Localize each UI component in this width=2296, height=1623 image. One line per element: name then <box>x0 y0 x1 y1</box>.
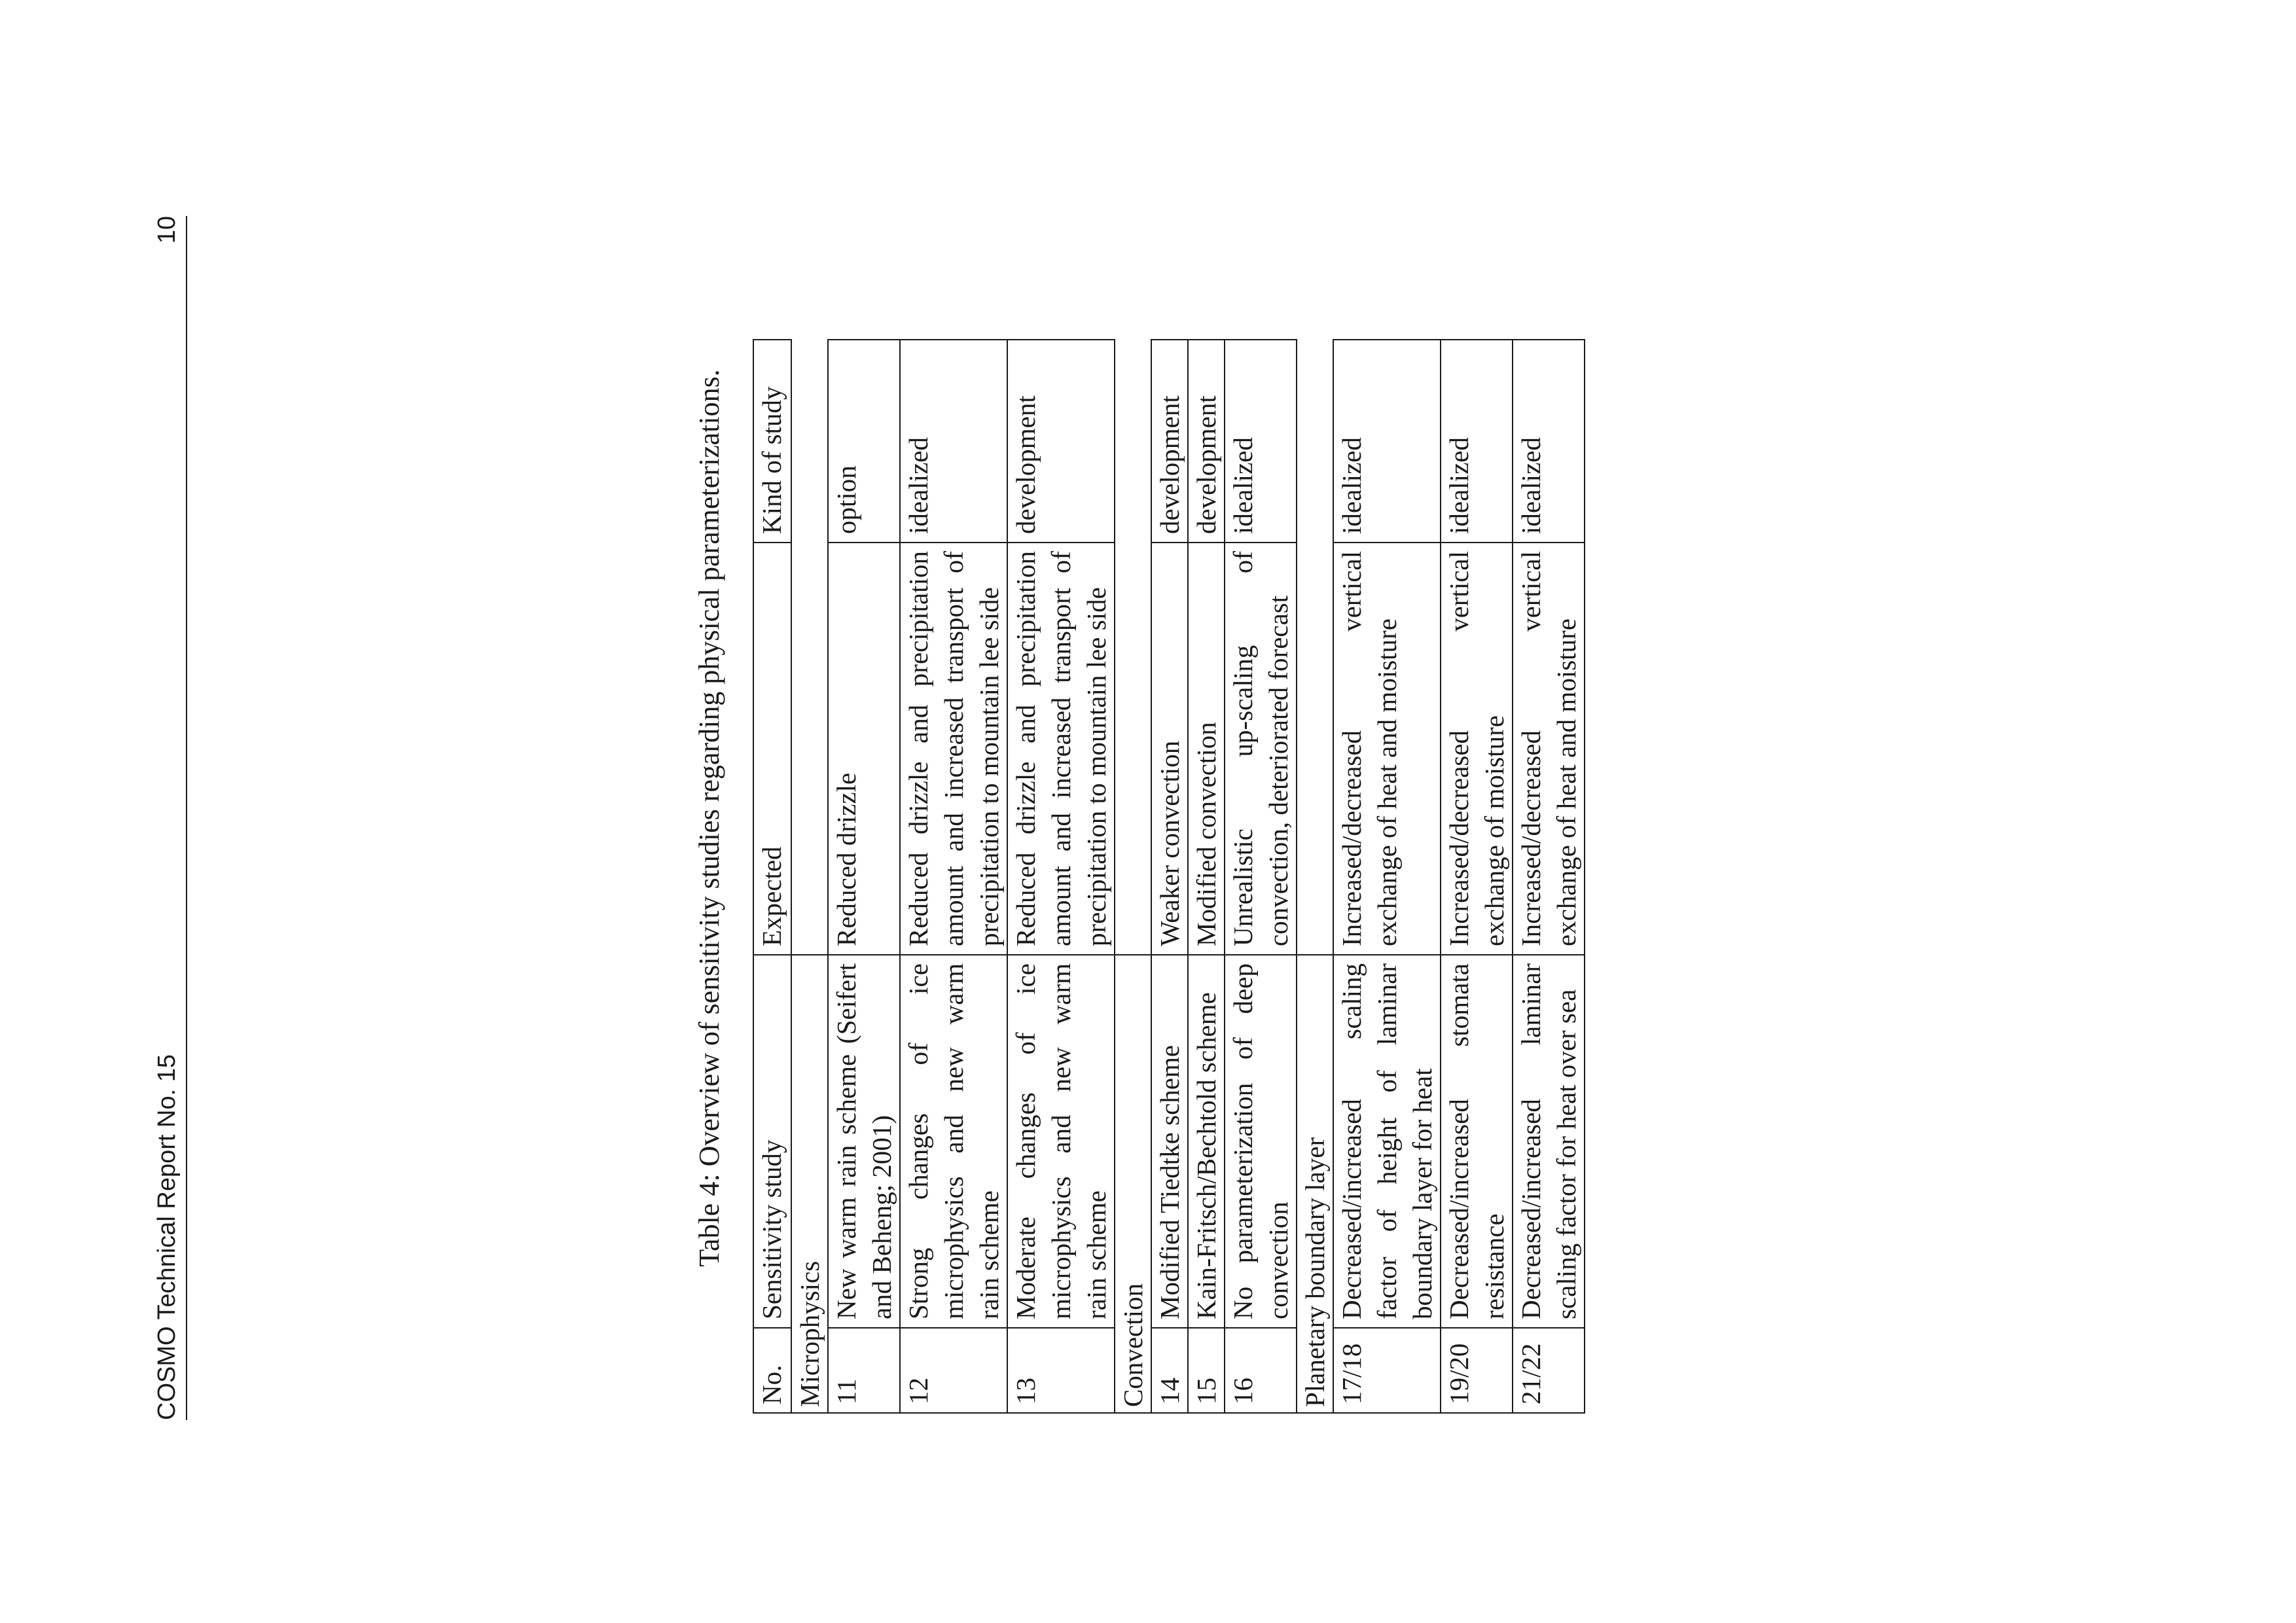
sensitivity-study: Decreased/increased stomata resistance <box>1441 955 1513 1328</box>
row-number: 17/18 <box>1333 1328 1441 1413</box>
page-content <box>681 216 1702 1420</box>
expected-result: Reduced drizzle and precipitation amount and increased transport of precipitation to mountain lee side <box>900 543 1007 955</box>
table-row <box>900 340 1007 1413</box>
column-header: No. <box>753 1328 791 1413</box>
table-row <box>1188 340 1225 1413</box>
column-header: Kind of study <box>753 340 791 543</box>
kind-of-study: idealized <box>1513 340 1585 543</box>
running-header <box>148 216 187 1420</box>
sensitivity-study: Decreased/increased scaling factor of height of laminar boundary layer for heat <box>1333 955 1441 1328</box>
kind-of-study: idealized <box>1225 340 1297 543</box>
row-number: 21/22 <box>1513 1328 1585 1413</box>
header-rule <box>186 216 187 1420</box>
row-number: 19/20 <box>1441 1328 1513 1413</box>
report-title: COSMO Technical Report No. 15 <box>153 1054 181 1420</box>
section-row-planetary-boundary-layer <box>1297 340 1333 1413</box>
kind-of-study: development <box>1188 340 1225 543</box>
table-row <box>828 340 900 1413</box>
table-row <box>1151 340 1188 1413</box>
sensitivity-study: New warm rain scheme (Seifert and Beheng; 2001) <box>828 955 900 1328</box>
sensitivity-study: Kain-Fritsch/Bechtold scheme <box>1188 955 1225 1328</box>
kind-of-study: idealized <box>900 340 1007 543</box>
column-header: Expected <box>753 543 791 955</box>
row-number: 14 <box>1151 1328 1188 1413</box>
column-header: Sensitivity study <box>753 955 791 1328</box>
section-title: Planetary boundary layer <box>1297 955 1333 1413</box>
table-row <box>1225 340 1297 1413</box>
expected-result: Increased/decreased vertical exchange of heat and moisture <box>1513 543 1585 955</box>
kind-of-study: idealized <box>1441 340 1513 543</box>
row-number: 15 <box>1188 1328 1225 1413</box>
expected-result: Increased/decreased vertical exchange of heat and moisture <box>1333 543 1441 955</box>
table-header-row <box>753 340 791 1413</box>
expected-result: Weaker convection <box>1151 543 1188 955</box>
sensitivity-study: No parameterization of deep convection <box>1225 955 1297 1328</box>
table-container <box>753 339 1585 1414</box>
row-number: 11 <box>828 1328 900 1413</box>
kind-of-study: development <box>1151 340 1188 543</box>
sensitivity-study: Moderate changes of ice microphysics and new warm rain scheme <box>1007 955 1115 1328</box>
table-caption: Table 4: Overview of sensitivity studies regarding physical parameterizations. <box>693 369 725 1267</box>
section-row-convection <box>1115 340 1151 1413</box>
table-row <box>1513 340 1585 1413</box>
table-row <box>1441 340 1513 1413</box>
expected-result: Reduced drizzle and precipitation amount and increased transport of precipitation to mountain lee side <box>1007 543 1115 955</box>
section-row-microphysics <box>791 340 828 1413</box>
kind-of-study: development <box>1007 340 1115 543</box>
expected-result: Unrealistic up-scaling of convection, deteriorated forecast <box>1225 543 1297 955</box>
kind-of-study: idealized <box>1333 340 1441 543</box>
sensitivity-table <box>753 339 1585 1414</box>
table-row <box>1007 340 1115 1413</box>
row-number: 13 <box>1007 1328 1115 1413</box>
expected-result: Modified convection <box>1188 543 1225 955</box>
section-title: Microphysics <box>791 955 828 1413</box>
kind-of-study: option <box>828 340 900 543</box>
table-row <box>1333 340 1441 1413</box>
page-number: 10 <box>153 216 181 244</box>
row-number: 12 <box>900 1328 1007 1413</box>
row-number: 16 <box>1225 1328 1297 1413</box>
expected-result: Increased/decreased vertical exchange of moisture <box>1441 543 1513 955</box>
section-title: Convection <box>1115 955 1151 1413</box>
sensitivity-study: Modified Tiedtke scheme <box>1151 955 1188 1328</box>
expected-result: Reduced drizzle <box>828 543 900 955</box>
sensitivity-study: Decreased/increased laminar scaling factor for heat over sea <box>1513 955 1585 1328</box>
sensitivity-study: Strong changes of ice microphysics and new warm rain scheme <box>900 955 1007 1328</box>
